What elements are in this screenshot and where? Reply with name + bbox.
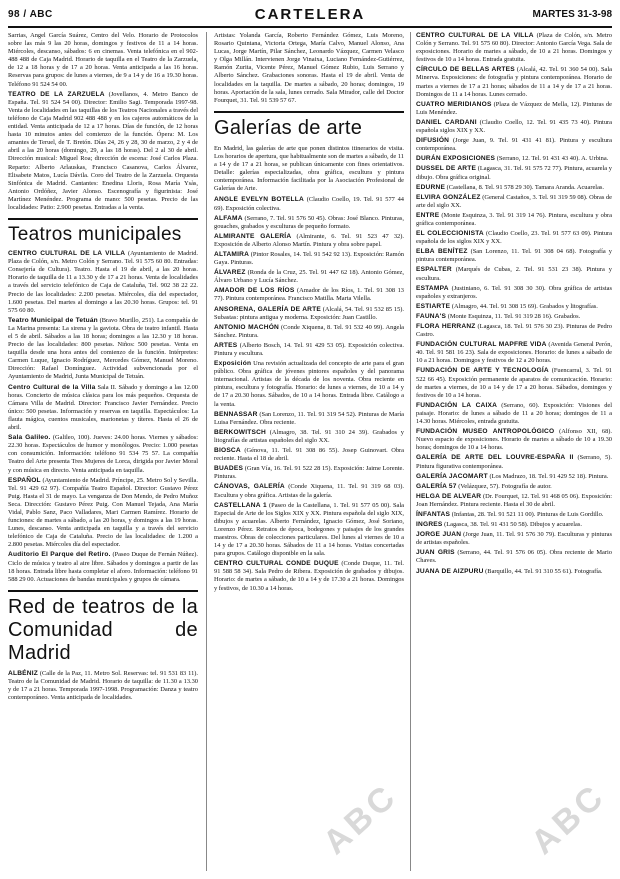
listing-text: (Alfonso XII, 68). Nuevo espacio de exposiciones. Horario de martes a sábado de 10 a 19.30 horas; domingos de 10 a 14 horas. <box>416 428 612 452</box>
listing-text: (Justiniano, 6. Tel. 91 308 30 30). Obra gráfica de artistas españoles y extranjeros. <box>416 284 612 300</box>
listing-text: (Génova, 11. Tel. 91 308 86 55). Josep Guinovart. Obra reciente. Hasta el 18 de abril. <box>214 447 404 463</box>
listing-name: BIOSCA <box>214 447 241 455</box>
section-title-galerias: Galerías de arte <box>214 111 404 140</box>
listing-entry <box>416 184 612 192</box>
column-3 <box>416 32 612 871</box>
column-1-intro <box>8 32 198 212</box>
column-divider <box>206 32 207 871</box>
listing-entry <box>416 454 612 470</box>
listing-entry <box>416 303 612 311</box>
listing-name: ANSORENA, GALERÍA DE ARTE <box>214 305 321 313</box>
listing-text: (Serrano, 12. Tel. 91 431 43 40). A. Urbina. <box>496 155 609 163</box>
listing-entry <box>214 483 404 499</box>
watermark: ABC <box>315 776 406 862</box>
listing-text: (Pintor Rosales, 14. Tel. 91 542 92 13). Exposición: Ramón Gaya. Pinturas. <box>214 250 404 267</box>
listing-entry <box>8 477 198 550</box>
listing-name: JORGE JUAN <box>416 531 462 539</box>
listing-text: Sarrias, Angel García Suárez, Centro del Velo. Horario de Protocolos sobre las más 9 las 20 horas, domingos y festivos de 11 a 14 horas. Miércoles, descanso, sábados: 6 en cinemas. Venta telefónica en el 902-488 488 de Caja Madrid. Horario de taquilla en el Teatro de la Zarzuela, de 12 a 18 horas y de 17 a 20 horas. Venta anticipada a las 16 horas. Reservas para grupos: de lunes a viernes, de 9 a 14 y de 16 a 19.30 horas. Teléfono 91 524 54 00. <box>8 32 198 88</box>
listing-name: CÍRCULO DE BELLAS ARTES <box>416 66 515 74</box>
listing-entry <box>8 32 198 89</box>
listing-entry <box>214 251 404 267</box>
listing-text: (Lagasca, 31. Tel. 91 575 72 77). Pintura, acuarela y dibujo. Obra gráfica original. <box>416 165 612 181</box>
page-header <box>8 6 612 28</box>
listing-name: CENTRO CULTURAL CONDE DUQUE <box>214 560 339 568</box>
listing-entry <box>416 155 612 163</box>
listing-entry <box>416 248 612 264</box>
listing-name: TEATRO DE LA ZARZUELA <box>8 90 105 98</box>
section-title-municipal: Teatros municipales <box>8 218 198 245</box>
listing-text: (Bravo Murillo, 251). La compañía de La Marina presenta: La sirena y la gaviota. Obra de teatro infantil. Hasta el 5 de abril. Sábados a las 18 horas; domingos a las 12.30 y 18 horas. Precio de las localidades: 800 pesetas. Niños: 500 pesetas. Venta en taquilla desde una hora antes del comienzo de la función. Intérpretes: Carmen Luque, Ignacio Rodríguez, Mercedes Gómez, Manuel Moreno. Dirección: Rafael Domínguez. Actividad subvencionada por el Ayuntamiento de Madrid, Junta Municipal de Tetuán. <box>8 316 198 381</box>
listing-name: ÍNFANTAS <box>416 510 451 518</box>
listing-name: ENTRE <box>416 211 440 219</box>
listing-text: (Gran Vía, 16. Tel. 91 522 28 15). Exposición: Jaime Lorente. Pinturas. <box>214 465 404 481</box>
listing-text: Artistas: Yolanda García, Roberto Fernández Gómez, Luis Moreno, Rosario Quintana, Victoria Ortega, María Calvo, Manuel Alonso, Ana Lucas, Jorge Martín, Pilar Sánchez, Leonardo Vázquez, Carmen Velasco y Olga Millán. Intervienen Jorge Vinaixa, Luciano Fernández-Gutiérrez, Ramón Zurita, Vicente Pérez, Manuel Gómez Rubio, Luis Serrano y Alberto Sánchez. Grabaciones sonoras. Hasta el 19 de abril. Venta de localidades en la taquilla. De martes a sábado, 20 horas; domingos, 19 horas. Aportación de la sala, lunes cerrado. Sala Mirador, calle del Doctor Fourquet, 31. Tel. 91 539 57 67. <box>214 32 404 104</box>
listing-name: FUNDACIÓN MUSEO ANTROPOLÓGICO <box>416 428 555 436</box>
listing-entry <box>416 32 612 64</box>
listing-name: BENNASSAR <box>214 410 258 418</box>
listing-entry <box>214 324 404 340</box>
listing-text: (Alcalá, 54. Tel. 91 532 85 15). Subastas: pintura antigua y moderna. Exposición: Juan Castillo. <box>214 305 404 321</box>
listing-text: (Jorge Juan, 11. Tel. 91 576 30 79). Esculturas y pinturas de artistas españoles. <box>416 531 612 547</box>
listing-name: DUSSEL DE ARTE <box>416 165 477 173</box>
listing-entry <box>416 473 612 481</box>
listing-text: (Serrano, 5). Pintura figurativa contemporánea. <box>416 454 612 470</box>
galerias-intro: En Madrid, las galerías de arte que ponen distintos itinerarios de visita. Los horarios de apertura, que habitualmente son de martes a sábado, de 11 a 14 y de 17 a 21 horas, se publican únicamente con fines orientativos. Detalle: galerías especializadas, obra gráfica, escultura y pintura contemporánea. Información facilitada por la Asociación Profesional de Galerías de Arte. <box>214 144 404 193</box>
listing-entry <box>416 483 612 491</box>
listing-name: DANIEL CARDANI <box>416 118 477 126</box>
listing-text: (Velázquez, 57). Fotografía de autor. <box>458 482 552 490</box>
listing-text: (Alcalá, 42. Tel. 91 360 54 00). Sala Minerva. Exposiciones: de fotografía y pintura contemporánea. Horario de martes a viernes de 17 a 21 horas; sábados de 11 a 14 y de 17 a 21 horas. Domingos de 11 a 14 horas. Lunes cerrado. <box>416 66 612 98</box>
listing-text: (Claudio Coello, 23. Tel. 91 577 63 09). Pintura española de los siglos XIX y XX. <box>416 230 612 246</box>
listing-text: (Los Madrazo, 18. Tel. 91 429 52 18). Pintura. <box>489 472 609 480</box>
listing-text: (Almagro, 44. Tel. 91 308 15 69). Grabados y litografías. <box>451 302 598 310</box>
listing-name: CÁNOVAS, GALERÍA <box>214 483 285 491</box>
listing-entry <box>214 429 404 445</box>
listing-entry <box>214 215 404 231</box>
listing-name: ESTIARTE <box>416 302 451 310</box>
listing-text: (Amador de los Ríos, 1. Tel. 91 308 13 77). Pintura contemporánea. Francisco Matilla. Marta Vilella. <box>214 287 404 303</box>
listing-entry <box>416 285 612 301</box>
listing-text: (Paseo de la Castellana, 1. Tel. 91 577 05 00). Sala Especial de Arte de los Siglos XIX y XX. Pintura española del siglo XIX, dibujos y acuarelas. Alberto Fernández, Ignacio Gómez, José Soriano, Lorenzo Pérez. Retratos de época, bodegones y paisajes de los grandes maestros. Obras de colecciones particulares. Del lunes al viernes de 10 a 14 y de 17 a 20.30 horas. Sábados de 11 a 14 horas. Visitas concertadas para grupos. Catálogo disponible en la sala. <box>214 501 404 558</box>
listing-entry <box>214 447 404 463</box>
column-3-listings <box>416 32 612 576</box>
listing-name: JUAN GRIS <box>416 549 455 557</box>
listing-text: (General Castaños, 3. Tel. 91 319 59 08). Obras de arte del siglo XX. <box>416 193 612 209</box>
listing-entry <box>416 266 612 282</box>
listing-name: ALTAMIRA <box>214 250 250 258</box>
listing-entry <box>214 342 404 358</box>
listing-name: CUATRO MERIDIANOS <box>416 100 492 108</box>
listing-name: ELVIRA GONZÁLEZ <box>416 193 481 201</box>
listing-name: BERKOWITSCH <box>214 428 267 436</box>
listing-text: (Conde Xiquena, 11. Tel. 91 319 68 03). Escultura y obra gráfica. Artistas de la galería. <box>214 483 404 499</box>
listing-text: (Marqués de Cubas, 2. Tel. 91 531 23 38). Pintura y escultura. <box>416 266 612 282</box>
listing-name: EL COLECCIONISTA <box>416 230 484 238</box>
page-ref: 98 / ABC <box>8 9 53 20</box>
listing-name: Sala Galileo. <box>8 434 51 442</box>
listing-text: (San Lorenzo, 11. Tel. 91 308 04 68). Fotografía y pintura contemporánea. <box>416 248 612 264</box>
listing-entry <box>214 32 404 105</box>
page-date: MARTES 31-3-98 <box>532 9 612 20</box>
listing-entry <box>416 165 612 181</box>
listing-name: ALFAMA <box>214 214 243 222</box>
listing-entry <box>416 428 612 452</box>
listing-text: (Jovellanos, 4. Metro Banco de España. Tel. 91 524 54 00). Director: Emilio Sagi. Temporada 1997-98. Venta de localidades en las taquillas de los Teatros Nacionales a través del teléfono de Caja Madrid 902 488 488 y en los cajeros automáticos de la entidad. Venta anticipada de 12 a 17 horas. Días de función, de 12 horas hasta 10 minutos antes del comienzo de la función. Ópera: M. Los amantes de Teruel, de T. Bretón. Días 24, 26 y 28, 30 de marzo, 2 y 4 de abril a las 20 horas (domingo, 29, a las 18 horas). Del 2 al 30 de abril. Dirección musical: Miguel Roa; dirección de escena: José Carlos Plaza. Reparto: Alberto Arlauskas, Francisco Casanova, Carlos Álvarez, Elisabete Matos, Lucía Dávila. Coro del Teatro de la Zarzuela. Orquesta Sinfónica de Madrid. Cantantes: Enedina Lloris, Rosa María Ysàs, Antonio Ordóñez, Javier Alonso. Escenografía y figurinista: José Martínez Menéndez. Programa de mano: 500 pesetas. Precio de las localidades: Patio: 2.900 pesetas. Entradas a la venta. <box>8 90 198 211</box>
section-heading: CARTELERA <box>254 6 366 23</box>
listing-text: (Conde Xiquena, 8. Tel. 91 532 40 99). Angela Sánchez. Pintura. <box>214 323 404 339</box>
listing-text: (Ronda de la Cruz, 25. Tel. 91 447 62 18). Antonio Gómez, Álvaro Urbano y Lucía Sánchez. <box>214 269 404 285</box>
listing-text: (Infantas, 28. Tel. 91 521 11 00). Pinturas de Luis Gordillo. <box>451 510 604 518</box>
listing-entry <box>416 194 612 210</box>
listing-name: ESTAMPA <box>416 284 449 292</box>
column-2-intro <box>214 32 404 105</box>
listing-entry <box>214 411 404 427</box>
listing-text: Una revisión actualizada del concepto de arte para el gran público. Obra gráfica de jóvenes pintores españoles y del panorama internacional. Artistas de la década de los noventa. Obra reciente en pintura, escultura y fotografía. Horario: de lunes a viernes, de 10 a 14 y de 17 a 20.30 horas. Sábados, de 10 a 14 horas. Entrada libre. Catálogo a la venta. <box>214 360 404 408</box>
listing-text: (Almagro, 38. Tel. 91 310 24 39). Grabados y litografías de artistas españoles del siglo XX. <box>214 428 404 444</box>
listing-entry <box>8 91 198 212</box>
listing-entry <box>214 287 404 303</box>
listing-entry <box>416 212 612 228</box>
listing-entry <box>214 269 404 285</box>
listing-text: (Serrano, 60). Exposición: Visiones del paisaje. Horario: de lunes a sábado de 11 a 20 horas; domingos de 11 a 14.30 horas. Miércoles, entrada gratuita. <box>416 401 612 426</box>
listing-entry <box>416 531 612 547</box>
listing-text: (Plaza de Colón, s/n. Metro Colón y Serrano. Tel. 91 575 60 80). Director: Antonio García Vega. Sala de exposiciones. Horario de martes a sábado, de 10 a 21 horas. Domingos y festivos de 10 a 14 horas. Entrada gratuita. <box>416 32 612 64</box>
listing-entry <box>214 560 404 592</box>
section-title-comunidad: Red de teatros de la Comunidad de Madrid <box>8 590 198 665</box>
listing-text: Sala II. Sábado y domingo a las 12.00 horas. Concierto de música clásica para los más pequeños. Orquesta de Cámara Villa de Madrid. Director: Francisco Javier Fernández. Precio único: 500 pesetas. Información y reservas en taquilla. Espectáculos: La flauta mágica, cuentos musicales, marionetas y títeres. Hasta el 26 de abril. <box>8 383 198 432</box>
listing-name: FUNDACIÓN DE ARTE Y TECNOLOGÍA <box>416 367 549 375</box>
listing-text: (Dr. Fourquet, 12. Tel. 91 468 05 06). Exposición: Joan Hernández. Pintura reciente. Hasta el 30 de abril. <box>416 492 612 508</box>
watermark: ABC <box>523 776 614 862</box>
listing-name: JUANA DE AIZPURU <box>416 567 484 575</box>
listing-entry <box>214 465 404 481</box>
listing-name: ELBA BENÍTEZ <box>416 248 468 256</box>
listing-name: INGRES <box>416 521 443 529</box>
column-1 <box>8 32 198 871</box>
listing-text: (Claudio Coello, 19. Tel. 91 577 44 69). Exposición colectiva. <box>214 196 404 212</box>
listing-text: (Serrano, 7. Tel. 91 576 50 45). Obras: José Blanco. Pinturas, gouaches, grabados y esculturas de pequeño formato. <box>214 214 404 230</box>
listing-entry <box>416 511 612 519</box>
listing-name: FLORA HERRANZ <box>416 323 476 330</box>
listing-name: GALERÍA 57 <box>416 482 457 490</box>
listing-entry <box>416 230 612 246</box>
listing-name: FAUNA'S <box>416 312 447 320</box>
listing-name: CENTRO CULTURAL DE LA VILLA <box>8 250 126 258</box>
listing-name: ARTES <box>214 341 238 349</box>
listing-entry <box>416 493 612 509</box>
column-divider <box>410 32 411 871</box>
listing-name: FUNDACIÓN LA CAIXA <box>416 401 498 409</box>
listing-entry <box>214 196 404 212</box>
listing-entry <box>416 402 612 426</box>
listing-text: (Barquillo, 44. Tel. 91 310 55 61). Fotografía. <box>485 567 603 575</box>
listing-entry <box>416 119 612 135</box>
listing-name: Centro Cultural de la Villa <box>8 383 96 391</box>
listing-name: Auditorio El Parque del Retiro. <box>8 551 111 559</box>
listing-name: Teatro Municipal de Tetuán <box>8 316 98 324</box>
listing-text: (Calle de la Paz, 11. Metro Sol. Reservas: tel. 91 531 83 11). Teatro de la Comunidad de Madrid. Horario de taquilla: de 11.30 a 13.30 y de 17 a 21 horas. Temporada 1997-1998. Programación: Danza y teatro contemporáneo. Venta anticipada de localidades. <box>8 669 198 702</box>
listing-entry <box>214 360 404 409</box>
listing-text: (Jorge Juan, 9. Tel. 91 431 41 81). Pintura y escultura contemporánea. <box>416 137 612 153</box>
listing-entry <box>416 101 612 117</box>
listing-name: BUADES <box>214 465 244 473</box>
listing-entry <box>214 306 404 322</box>
listing-entry <box>214 233 404 249</box>
column-1-listings <box>8 250 198 584</box>
listing-name: ESPALTER <box>416 266 452 274</box>
listing-entry <box>416 367 612 399</box>
listing-text: (Fuencarral, 3. Tel. 91 522 66 45). Exposición permanente de aparatos de comunicación. Horario: de martes a viernes, de 10 a 14 y de 17 a 20 horas. Sábados, domingos y festivos de 10 a 14 horas. <box>416 367 612 399</box>
listing-entry <box>416 341 612 365</box>
listing-text: (Claudio Coello, 12. Tel. 91 435 73 40). Pintura española siglos XIX y XX. <box>416 118 612 135</box>
listing-entry <box>416 521 612 529</box>
listing-entry <box>8 434 198 474</box>
listing-name: ANTONIO MACHÓN <box>214 323 279 331</box>
listing-entry <box>8 317 198 382</box>
listing-entry <box>416 313 612 321</box>
listing-text: (Ayuntamiento de Madrid. Plaza de Colón, s/n. Metro Colón y Serrano. Tel. 91 575 60 80. Entradas: Consejería de Cultura). Teatro. Hasta el 19 de abril, a las 20 horas. Horario de taquilla de 11 a 13.30 y de 17 a 21 horas. Venta de localidades a través del servicio telefónico de Caja de Cataluña, Tel. 902 38 22 22. Precio de las localidades: 2.200 pesetas. Miércoles, día del espectador, 1.600 pesetas. Del martes al domingo a las 20.30 horas. Grupos: tel. 91 575 60 80. <box>8 250 198 314</box>
listing-text: (Serrano, 44. Tel. 91 576 06 05). Obra reciente de Mario Chaves. <box>416 549 612 565</box>
listing-name: Exposición <box>214 360 252 368</box>
listing-name: GALERÍA JACOMART <box>416 472 488 480</box>
listing-text: (Ayuntamiento de Madrid. Príncipe, 25. Metro Sol y Sevilla. Tel. 91 429 62 97). Compañía Teatro Español. Director: Gustavo Pérez Puig. Hasta el 31 de mayo. La venganza de Don Mendo, de Pedro Muñoz Seca. Dirección: Gustavo Pérez Puig. Con Manuel Tejada, Ana María Vidal, Pablo Sanz, Paco Valladares, Mari Carmen Ramírez. Horario de funciones: de martes a sábado, a las 20 horas, y domingos a las 19 horas. Lunes, descanso. Venta anticipada en taquilla y a través del servicio telefónico de Caja de Cataluña. Precio de las localidades: de 1.200 a 2.800 pesetas. Miércoles día del espectador. <box>8 476 198 549</box>
listing-text: (Alberto Bosch, 14. Tel. 91 429 53 05). Exposición colectiva. Pintura y escultura. <box>214 341 404 357</box>
listing-text: (Lagasca, 38. Tel. 91 431 50 58). Dibujos y acuarelas. <box>444 521 582 529</box>
listing-text: (Castellana, 8. Tel. 91 578 29 30). Tamara Aranda. Acuarelas. <box>446 183 604 191</box>
listing-text: (San Lorenzo, 11. Tel. 91 319 54 52). Pinturas de María Luisa Fernández. Obra reciente. <box>214 410 404 426</box>
listing-text: (Plaza de Vázquez de Mella, 12). Pinturas de Luis Menéndez. <box>416 100 612 116</box>
listing-entry <box>416 66 612 98</box>
listing-text: (Almirante, 6. Tel. 91 523 47 32). Exposición de Alberto Alonso Martín. Pintura y obra sobre papel. <box>214 232 404 248</box>
column-1-listings-2 <box>8 670 198 702</box>
listing-text: (Lagasca, 18. Tel. 91 576 30 23). Pinturas de Pedro Castro. <box>416 323 612 339</box>
listing-entry <box>8 384 198 433</box>
listing-entry <box>8 551 198 583</box>
listing-entry <box>416 568 612 576</box>
listing-name: FUNDACIÓN CULTURAL MAPFRE VIDA <box>416 341 547 349</box>
listing-text: (Avenida General Perón, 40. Tel. 91 581 16 23). Sala de exposiciones. Horario: de lunes a sábado de 10 a 21 horas. Domingos y festivos de 12 a 20 horas. <box>416 341 612 365</box>
listing-name: ALBÉNIZ <box>8 669 38 677</box>
listing-name: HELGA DE ALVEAR <box>416 492 482 500</box>
listing-entry <box>416 323 612 339</box>
listing-name: GALERÍA DE ARTE DEL LOUVRE-ESPAÑA II <box>416 454 574 462</box>
listing-name: ANGLE EVELYN BOTELLA <box>214 196 304 204</box>
listing-name: AMADOR DE LOS RÍOS <box>214 287 295 295</box>
listing-entry <box>416 137 612 153</box>
listing-name: EDURNE <box>416 183 446 191</box>
listing-name: ÁLVAREZ <box>214 269 246 277</box>
listing-entry <box>416 549 612 565</box>
listing-text: (Paseo Duque de Fernán Núñez). Ciclo de música y teatro al aire libre. Sábados y domingos a partir de las 18 horas. Entrada libre hasta completar el aforo. Información: teléfono 91 588 29 00. Actuaciones de bandas municipales y grupos de cámara. <box>8 551 198 583</box>
listing-entry <box>8 670 198 702</box>
listing-text: (Galileo, 100). Jueves: 24.00 horas. Viernes y sábados: 22.30 horas. Espectáculos de humor y monólogos. Precio: 1.000 pesetas con consumición. Información: teléfono 91 534 75 57. La compañía Teatro del Arte presenta Tres Mujeres de Lorca, dirigida por Javier Moral y con música en directo. Venta anticipada en taquilla. <box>8 434 198 474</box>
column-2-listings <box>214 196 404 592</box>
listing-name: CENTRO CULTURAL DE LA VILLA <box>416 32 534 39</box>
listing-name: DIFUSIÓN <box>416 137 450 145</box>
listing-name: CASTELLANA 1 <box>214 501 267 509</box>
listing-entry <box>214 502 404 559</box>
listing-text: (Monte Esquinza, 11. Tel. 91 319 28 16). Grabados. <box>447 312 581 320</box>
listing-text: (Conde Duque, 11. Tel. 91 588 58 34). Sala Pedro de Ribera. Exposición de grabados y dibujos. Horario: de martes a sábado, de 10 a 14 y de 17.30 a 21 horas. Domingos y festivos, de 10.30 a 14 horas. <box>214 560 404 592</box>
listing-name: ALMIRANTE GALERÍA <box>214 232 292 240</box>
listing-entry <box>8 250 198 315</box>
listing-name: ESPAÑOL <box>8 476 41 484</box>
column-2 <box>214 32 404 871</box>
listing-text: (Monte Esquinza, 3. Tel. 91 319 14 76). Pintura, escultura y obra gráfica contemporánea. <box>416 211 612 227</box>
listing-name: DURÁN EXPOSICIONES <box>416 155 496 163</box>
